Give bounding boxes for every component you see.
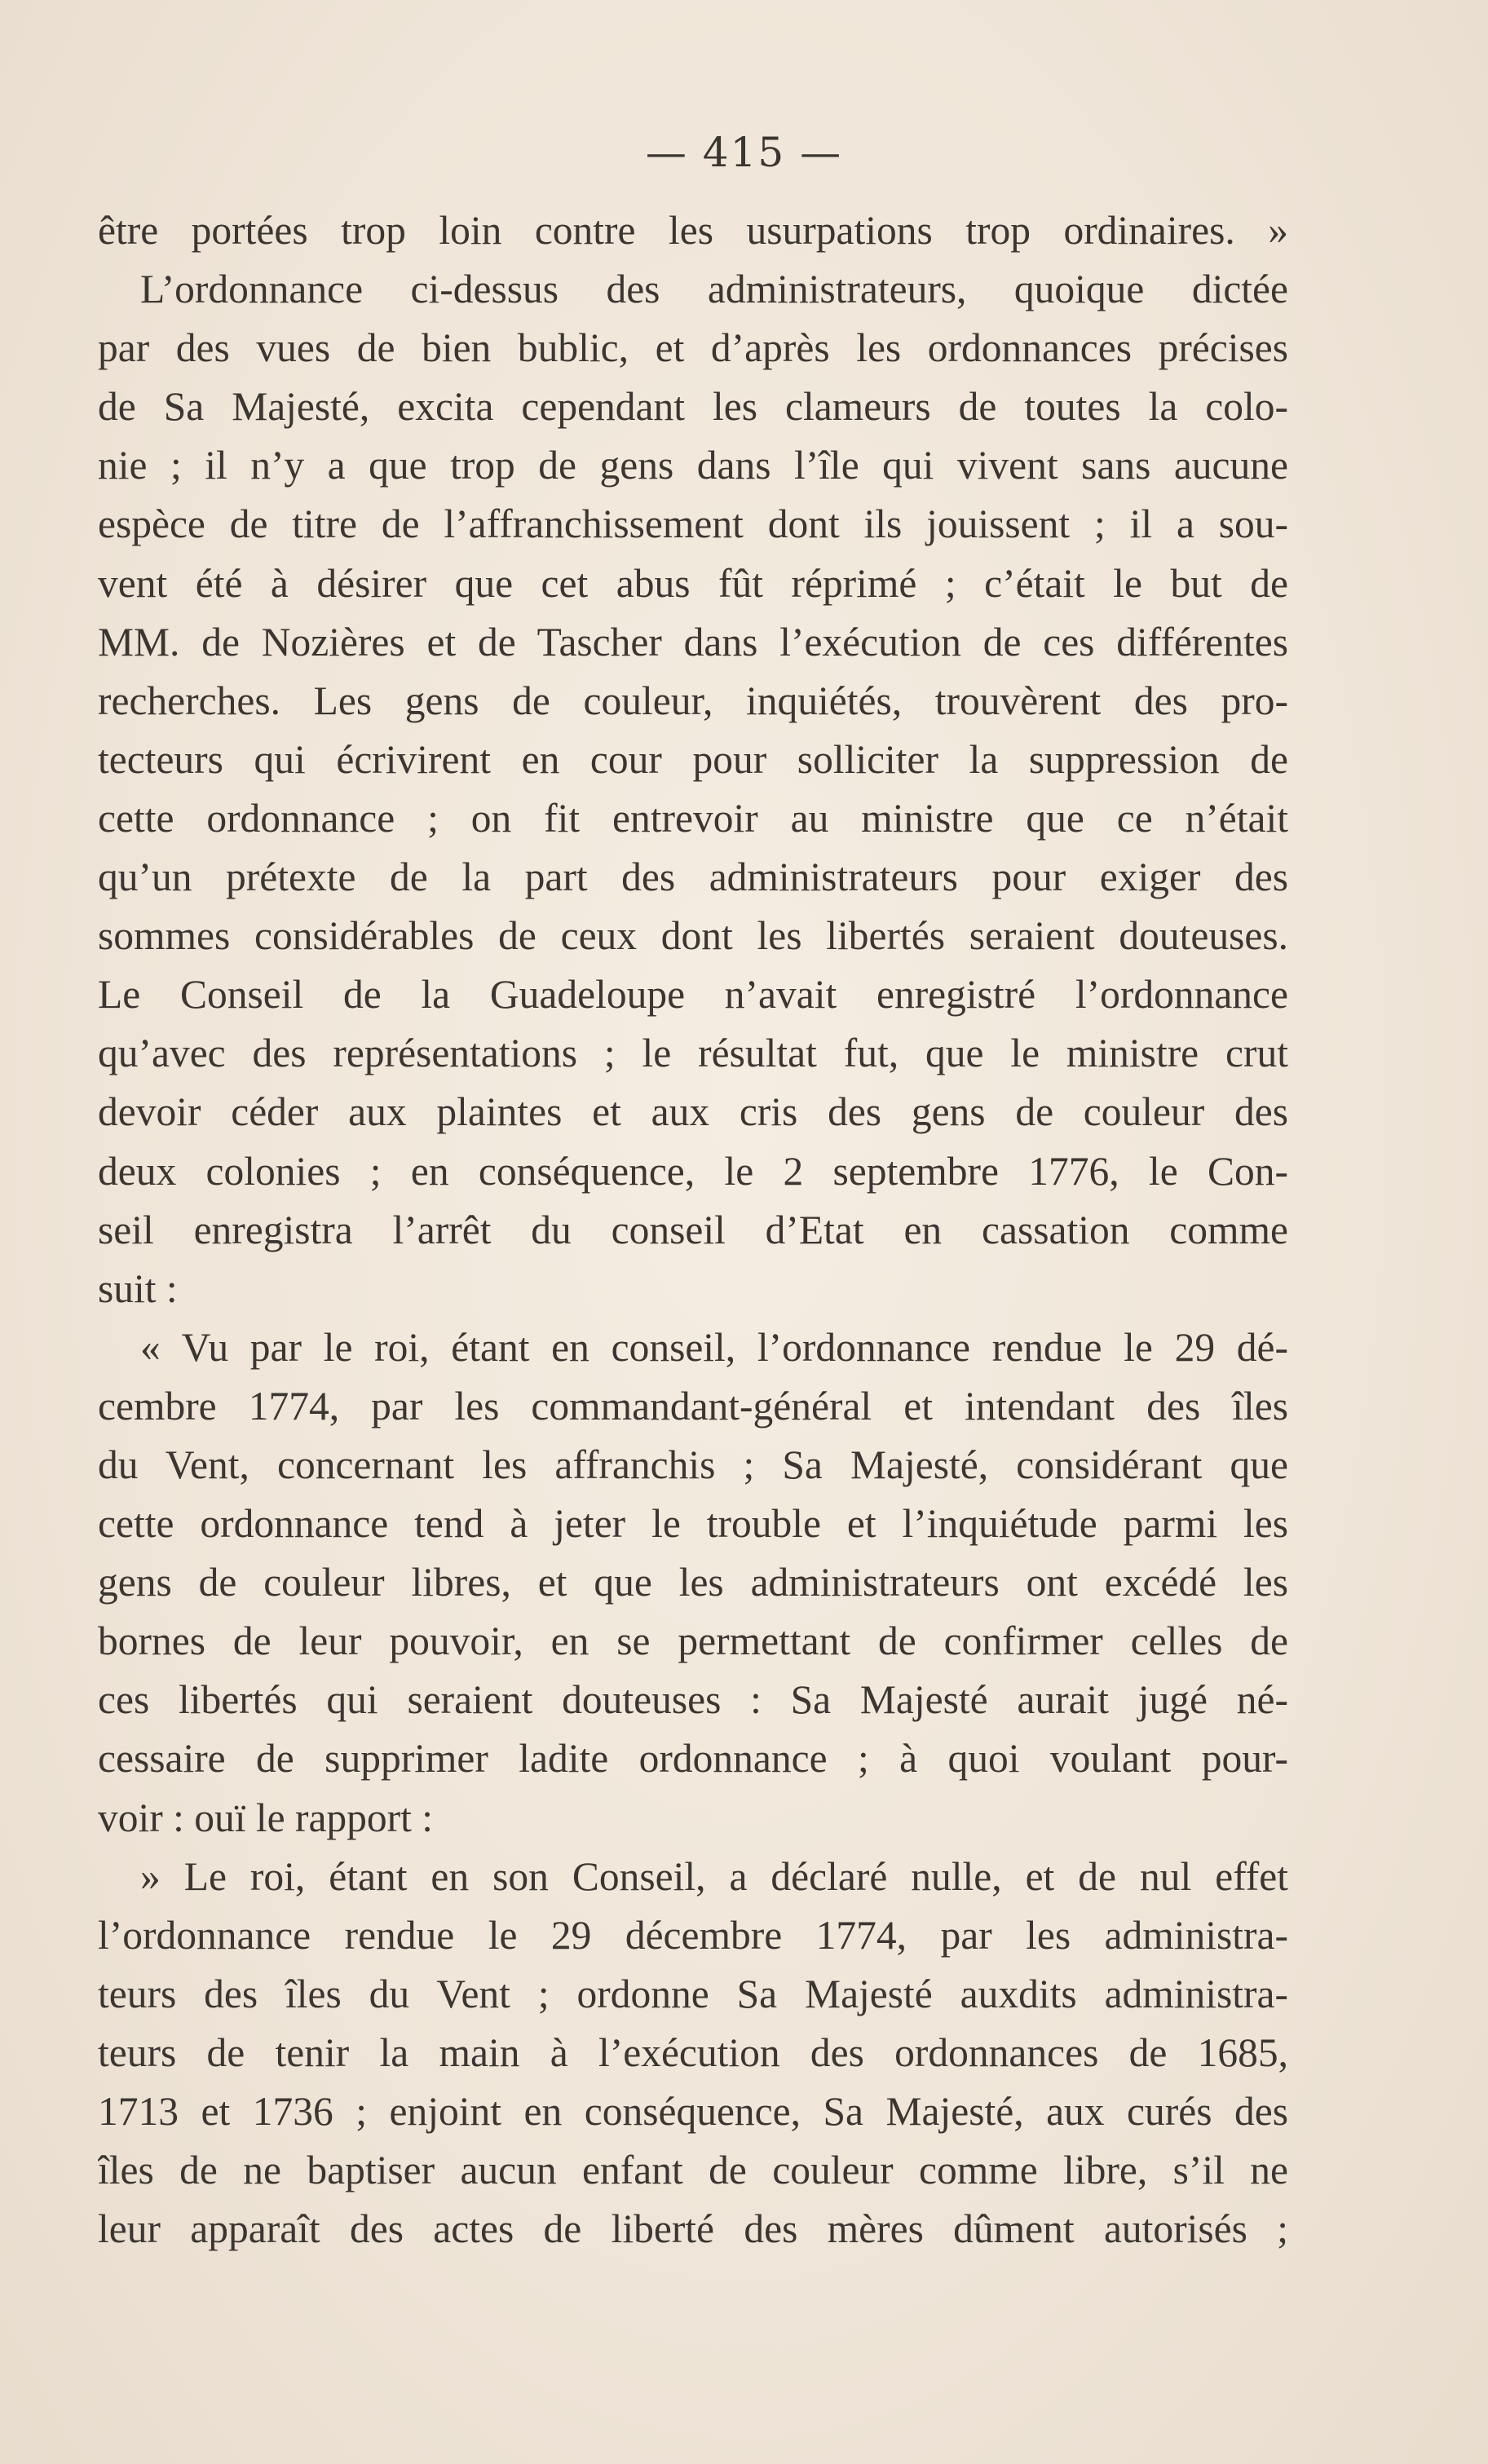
text-line: par des vues de bien bublic, et d’après les ordonnances précises [98,325,1288,371]
text-line: » Le roi, étant en son Conseil, a déclaré nulle, et de nul effet [140,1853,1288,1899]
text-line: nie ; il n’y a que trop de gens dans l’île qui vivent sans aucune [98,443,1288,488]
text-line: tecteurs qui écrivirent en cour pour solliciter la suppression de [98,736,1288,782]
text-line: cette ordonnance ; on fit entrevoir au ministre que ce n’était [98,795,1288,841]
text-line: seil enregistra l’arrêt du conseil d’Etat en cassation comme [98,1207,1288,1252]
text-line: cessaire de supprimer ladite ordonnance ; à quoi voulant pour- [98,1736,1288,1782]
text-line: devoir céder aux plaintes et aux cris des gens de couleur des [98,1089,1288,1135]
text-line: du Vent, concernant les affranchis ; Sa Majesté, considérant que [98,1442,1288,1487]
text-line: ces libertés qui seraient douteuses : Sa Majesté aurait jugé né- [98,1677,1288,1723]
text-line: 1713 et 1736 ; enjoint en conséquence, Sa Majesté, aux curés des [98,2089,1288,2134]
text-line: L’ordonnance ci-dessus des administrateurs, quoique dictée [140,267,1288,312]
text-line: cette ordonnance tend à jeter le trouble et l’inquiétude parmi les [98,1501,1288,1547]
text-line: teurs de tenir la main à l’exécution des ordonnances de 1685, [98,2029,1288,2075]
text-line: être portées trop loin contre les usurpations trop ordinaires. » [98,208,1288,253]
body-text [98,201,1288,2259]
text-line: recherches. Les gens de couleur, inquiétés, trouvèrent des pro- [98,678,1288,723]
text-line: « Vu par le roi, étant en conseil, l’ordonnance rendue le 29 dé- [140,1324,1288,1370]
text-line: voir : ouï le rapport : [98,1795,434,1840]
text-line: deux colonies ; en conséquence, le 2 septembre 1776, le Con- [98,1148,1288,1194]
text-line: suit : [98,1265,178,1311]
text-line: leur apparaît des actes de liberté des mères dûment autorisés ; [98,2206,1288,2252]
text-line: l’ordonnance rendue le 29 décembre 1774, par les administra- [98,1912,1288,1958]
page-number: — 415 — [645,129,843,176]
text-line: sommes considérables de ceux dont les libertés seraient douteuses. [98,913,1288,959]
text-line: gens de couleur libres, et que les administrateurs ont excédé les [98,1560,1288,1605]
text-line: espèce de titre de l’affranchissement dont ils jouissent ; il a sou- [98,501,1288,547]
text-line: vent été à désirer que cet abus fût réprimé ; c’était le but de [98,560,1288,606]
text-line: bornes de leur pouvoir, en se permettant de confirmer celles de [98,1618,1288,1664]
text-line: de Sa Majesté, excita cependant les clameurs de toutes la colo- [98,384,1288,430]
text-line: îles de ne baptiser aucun enfant de couleur comme libre, s’il ne [98,2148,1288,2193]
text-line: Le Conseil de la Guadeloupe n’avait enregistré l’ordonnance [98,972,1288,1018]
text-line: qu’avec des représentations ; le résultat fut, que le ministre crut [98,1031,1288,1076]
text-line: qu’un prétexte de la part des administrateurs pour exiger des [98,854,1288,900]
text-line: MM. de Nozières et de Tascher dans l’exécution de ces différentes [98,619,1288,665]
text-line: teurs des îles du Vent ; ordonne Sa Majesté auxdits administra- [98,1971,1288,2016]
text-line: cembre 1774, par les commandant-général et intendant des îles [98,1383,1288,1429]
